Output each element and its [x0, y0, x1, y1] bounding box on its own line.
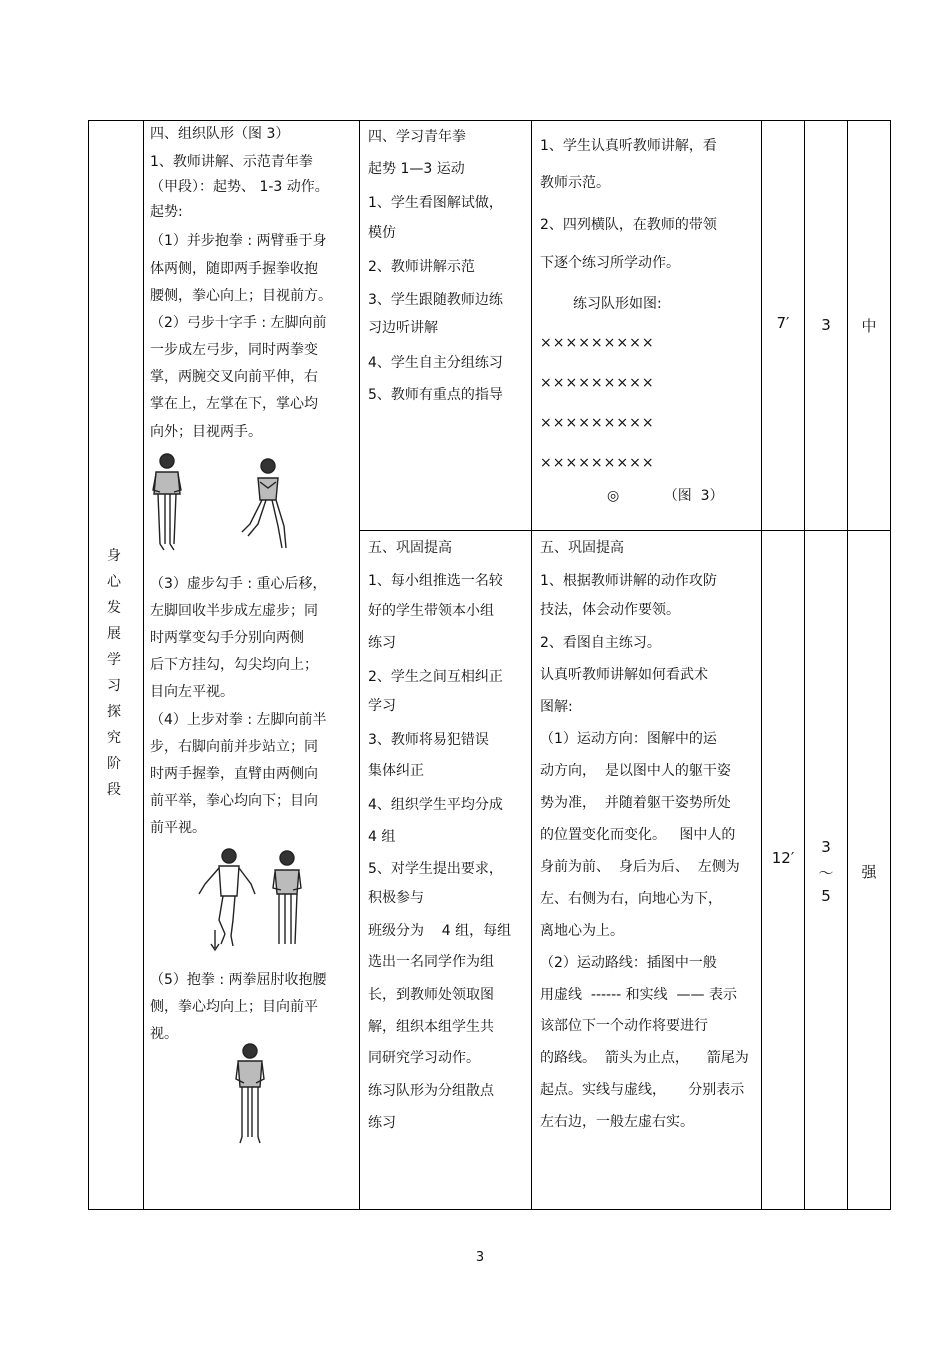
col3-bottom-line: 4、组织学生平均分成: [368, 797, 503, 813]
col4-bottom-line: 身前为前、 身后为后、 左侧为: [540, 859, 740, 875]
col4-bottom-line: 左右边，一般左虚右实。: [540, 1114, 694, 1130]
row2-time: 12′: [771, 849, 795, 867]
col3-bottom-line: 同研究学习动作。: [368, 1050, 480, 1066]
col3-bottom-line: 班级分为 4 组，每组: [368, 923, 512, 939]
col2-line: 掌在上，左掌在下，掌心均: [150, 396, 318, 412]
col2-line: 1、教师讲解、示范青年拳: [150, 154, 313, 170]
col2-line: 四、组织队形（图 3）: [150, 126, 290, 142]
col-divider-1: [143, 120, 144, 1210]
col-divider-6: [847, 120, 848, 1210]
col3-bottom-line: 4 组: [368, 829, 396, 845]
col2-line: 体两侧，随即两手握拳收抱: [150, 261, 318, 277]
col4-top-line: ×××××××××: [540, 375, 655, 391]
col3-bottom-line: 集体纠正: [368, 763, 424, 779]
col4-bottom-line: 离地心为上。: [540, 923, 624, 939]
col4-top-line: 练习队形如图:: [573, 296, 662, 312]
col4-bottom-line: 势为准， 并随着躯干姿势所处: [540, 795, 731, 811]
col4-top-line: ×××××××××: [540, 455, 655, 471]
col3-bottom-line: 练习: [368, 1115, 396, 1131]
col4-bottom-line: 的路线。 箭头为止点， 箭尾为: [540, 1050, 749, 1066]
col3-top-line: 4、学生自主分组练习: [368, 355, 503, 371]
col4-bottom-line: 该部位下一个动作将要进行: [540, 1018, 708, 1034]
table-left-border: [88, 120, 89, 1210]
col2-line: 时两手握拳，直臂由两侧向: [150, 766, 318, 782]
col3-bottom-line: 五、巩固提高: [368, 540, 452, 556]
col3-top-line: 2、教师讲解示范: [368, 259, 475, 275]
col3-bottom-line: 2、学生之间互相纠正: [368, 669, 503, 685]
col4-bottom-line: 图解:: [540, 699, 573, 715]
col2-line: 目向左平视。: [150, 684, 234, 700]
col3-bottom-line: 练习队形为分组散点: [368, 1083, 494, 1099]
col4-top-line: ◎ （图 3）: [607, 488, 724, 504]
col4-bottom-line: 用虚线 ------ 和实线 —— 表示: [540, 987, 738, 1003]
col4-bottom-line: 起点。实线与虚线， 分别表示: [540, 1082, 745, 1098]
col3-bottom-line: 练习: [368, 635, 396, 651]
col3-top-line: 5、教师有重点的指导: [368, 387, 503, 403]
col2-line: 向外；目视两手。: [150, 424, 262, 440]
col4-top-line: 1、学生认真听教师讲解，看: [540, 138, 717, 154]
col2-line: （甲段）：起势、 1-3 动作。: [150, 179, 329, 195]
col2-line: 左脚回收半步成左虚步；同: [150, 603, 318, 619]
col2-line: 前平视。: [150, 820, 206, 836]
col4-bottom-line: 动方向， 是以图中人的躯干姿: [540, 763, 731, 779]
col3-top-line: 四、学习青年拳: [368, 129, 466, 145]
page-number: 3: [475, 1250, 485, 1265]
col4-bottom-line: 认真听教师讲解如何看武术: [540, 667, 708, 683]
col3-top-line: 习边听讲解: [368, 320, 438, 336]
col-divider-4: [761, 120, 762, 1210]
col3-top-line: 3、学生跟随教师边练: [368, 292, 503, 308]
col2-line: （2）弓步十字手 : 左脚向前: [150, 315, 327, 331]
col3-bottom-line: 长，到教师处领取图: [368, 987, 494, 1003]
col3-top-line: 模仿: [368, 225, 396, 241]
table-top-border: [88, 120, 891, 121]
col2-line: 一步成左弓步，同时两拳变: [150, 342, 318, 358]
col4-top-line: 2、四列横队，在教师的带领: [540, 217, 717, 233]
col3-bottom-line: 好的学生带领本小组: [368, 603, 494, 619]
col3-top-line: 1、学生看图解试做，: [368, 195, 503, 211]
col2-line: （4）上步对拳 : 左脚向前半: [150, 712, 327, 728]
col3-bottom-line: 选出一名同学作为组: [368, 954, 494, 970]
row1-intensity: 中: [861, 317, 877, 335]
row2-count-top: 3: [821, 838, 831, 856]
col3-bottom-line: 积极参与: [368, 890, 424, 906]
col4-bottom-line: （2）运动路线：插图中一般: [540, 955, 717, 971]
col2-line: （1）并步抱拳 : 两臂垂于身: [150, 233, 327, 249]
table-right-border: [890, 120, 891, 1210]
col2-line: 视。: [150, 1026, 178, 1042]
col4-bottom-line: 1、根据教师讲解的动作攻防: [540, 573, 717, 589]
col4-bottom-line: 2、看图自主练习。: [540, 635, 661, 651]
col4-bottom-line: 左、右侧为右，向地心为下，: [540, 891, 722, 907]
row2-count-bottom: 5: [821, 887, 831, 905]
col2-line: 步，右脚向前并步站立；同: [150, 739, 318, 755]
col-divider-3: [531, 120, 532, 1210]
col2-line: 前平举，拳心均向下；目向: [150, 793, 318, 809]
martial-arts-figure-1: [150, 452, 300, 556]
col4-top-line: ×××××××××: [540, 335, 655, 351]
col2-line: 腰侧，拳心向上；目视前方。: [150, 288, 332, 304]
col2-line: 起势:: [150, 204, 183, 220]
row-divider: [359, 530, 891, 531]
col4-top-line: ×××××××××: [540, 415, 655, 431]
col3-bottom-line: 3、教师将易犯错误: [368, 732, 489, 748]
col-divider-2: [359, 120, 360, 1210]
stage-label: 身心发展学习探究阶段: [107, 548, 121, 798]
table-bottom-border: [88, 1209, 891, 1210]
col3-bottom-line: 学习: [368, 698, 396, 714]
col3-bottom-line: 5、对学生提出要求，: [368, 861, 503, 877]
col-divider-5: [804, 120, 805, 1210]
row1-time: 7′: [776, 314, 790, 332]
col3-bottom-line: 1、每小组推选一名较: [368, 573, 503, 589]
martial-arts-figure-2: [195, 848, 330, 953]
col2-line: 后下方挂勾，勾尖均向上；: [150, 657, 318, 673]
col4-bottom-line: 五、巩固提高: [540, 540, 624, 556]
col2-line: 时两掌变勾手分别向两侧: [150, 630, 304, 646]
col4-top-line: 下逐个练习所学动作。: [540, 255, 680, 271]
martial-arts-figure-3: [230, 1043, 270, 1145]
col2-line: （5）抱拳 : 两拳屈肘收抱腰: [150, 972, 327, 988]
row2-count-mid: ～: [818, 864, 834, 882]
row2-intensity: 强: [861, 863, 877, 881]
col4-bottom-line: （1）运动方向：图解中的运: [540, 731, 717, 747]
col2-line: 侧，拳心均向上；目向前平: [150, 999, 318, 1015]
col3-bottom-line: 解，组织本组学生共: [368, 1019, 494, 1035]
col4-bottom-line: 的位置变化而变化。 图中人的: [540, 827, 736, 843]
col2-line: （3）虚步勾手 : 重心后移，: [150, 576, 327, 592]
row1-count: 3: [821, 316, 831, 334]
col4-top-line: 教师示范。: [540, 175, 610, 191]
col4-bottom-line: 技法，体会动作要领。: [540, 602, 680, 618]
col3-top-line: 起势 1—3 运动: [368, 161, 465, 177]
col2-line: 掌，两腕交叉向前平伸，右: [150, 369, 318, 385]
